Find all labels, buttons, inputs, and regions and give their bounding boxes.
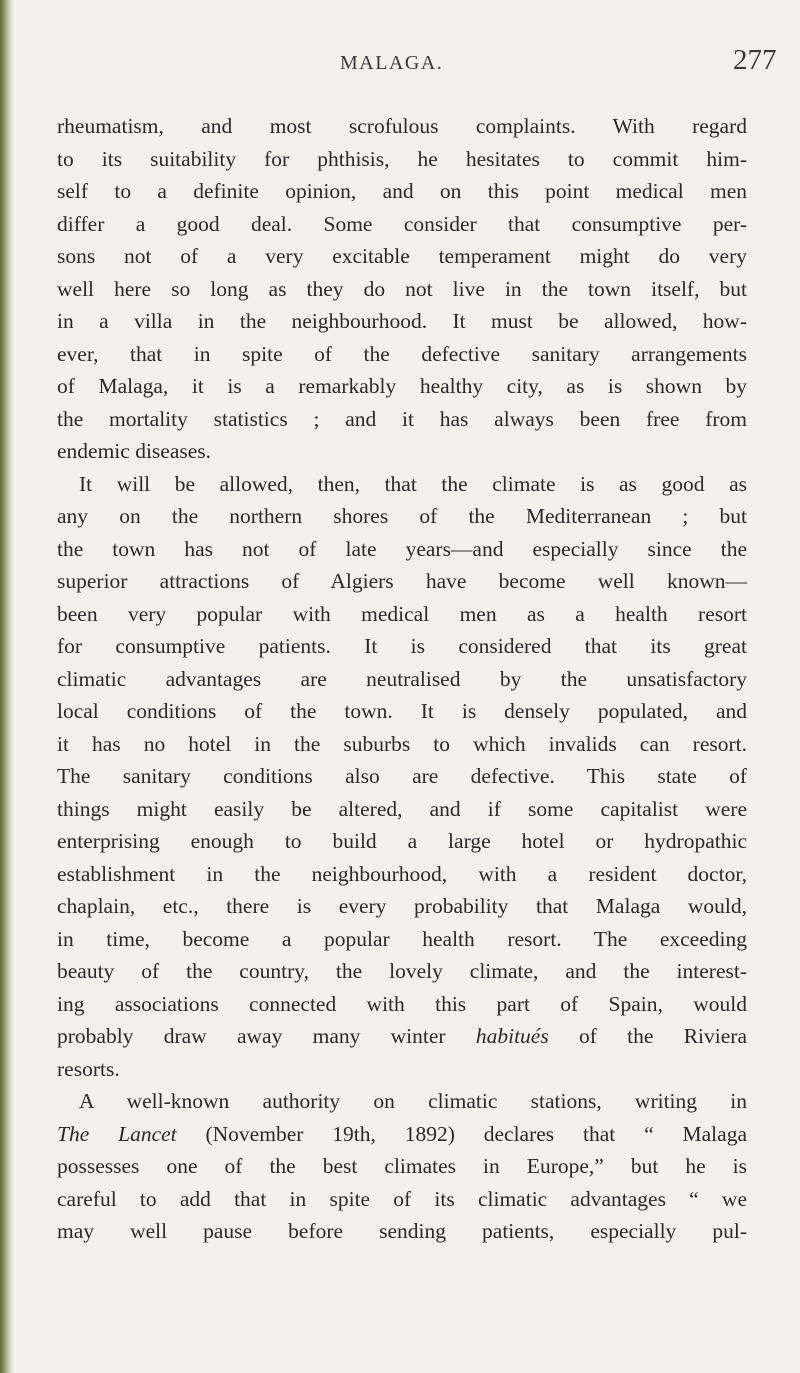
text-line: establishment in the neighbourhood, with a resident doctor, — [57, 861, 747, 886]
text-line: any on the northern shores of the Mediterranean ; but — [57, 504, 747, 528]
text-line: differ a good deal. Some consider that consumptive per- — [57, 211, 747, 236]
text-line: the town has not of late years—and especially since the — [57, 536, 747, 561]
italic-term: habitués — [475, 1024, 549, 1048]
text-line: been very popular with medical men as a health resort — [57, 601, 747, 626]
running-head: MALAGA. — [340, 52, 444, 74]
text-line: endemic diseases. — [57, 439, 212, 463]
text-line: The sanitary conditions also are defective. This state of — [57, 764, 747, 788]
text-line: in time, become a popular health resort. The exceeding — [57, 926, 747, 951]
text-line: in a villa in the neighbourhood. It must be allowed, how- — [57, 309, 747, 333]
text-line: local conditions of the town. It is densely populated, and — [57, 699, 747, 723]
text-line: resorts. — [57, 1056, 120, 1081]
text-line: sons not of a very excitable temperament might do very — [57, 244, 747, 268]
text-line: probably draw away many winter habitués of the Riviera — [57, 1024, 747, 1048]
text-line: A well-known authority on climatic stations, writing in — [79, 1089, 747, 1113]
text-line: rheumatism, and most scrofulous complaints. With regard — [57, 114, 747, 138]
text-line: chaplain, etc., there is every probability that Malaga would, — [57, 894, 747, 918]
text-line: ing associations connected with this part of Spain, would — [57, 991, 747, 1016]
text-line: enterprising enough to build a large hotel or hydropathic — [57, 829, 747, 853]
text-line: climatic advantages are neutralised by the unsatisfactory — [57, 666, 747, 691]
text-line: may well pause before sending patients, especially pul- — [57, 1219, 747, 1243]
body-text — [57, 110, 747, 1248]
text-line: well here so long as they do not live in the town itself, but — [57, 276, 747, 301]
text-line: of Malaga, it is a remarkably healthy city, as is shown by — [57, 374, 747, 398]
text-line: to its suitability for phthisis, he hesitates to commit him- — [57, 146, 747, 171]
text-line: self to a definite opinion, and on this point medical men — [57, 179, 747, 203]
text-line: It will be allowed, then, that the climate is as good as — [79, 471, 747, 496]
text-line: careful to add that in spite of its climatic advantages “ we — [57, 1186, 747, 1211]
text-line: for consumptive patients. It is considered that its great — [57, 634, 747, 658]
text-line: possesses one of the best climates in Europe,” but he is — [57, 1154, 747, 1178]
journal-title: The Lancet — [57, 1121, 177, 1146]
text-line: beauty of the country, the lovely climate, and the interest- — [57, 959, 747, 983]
text-line: superior attractions of Algiers have become well known— — [57, 569, 747, 593]
text-line: The Lancet (November 19th, 1892) declares that “ Malaga — [57, 1121, 747, 1146]
page-number: 277 — [733, 44, 777, 76]
text-line: things might easily be altered, and if some capitalist were — [57, 796, 747, 821]
text-line: the mortality statistics ; and it has always been free from — [57, 406, 747, 431]
text-line: ever, that in spite of the defective sanitary arrangements — [57, 341, 747, 366]
text-line: it has no hotel in the suburbs to which invalids can resort. — [57, 731, 747, 756]
